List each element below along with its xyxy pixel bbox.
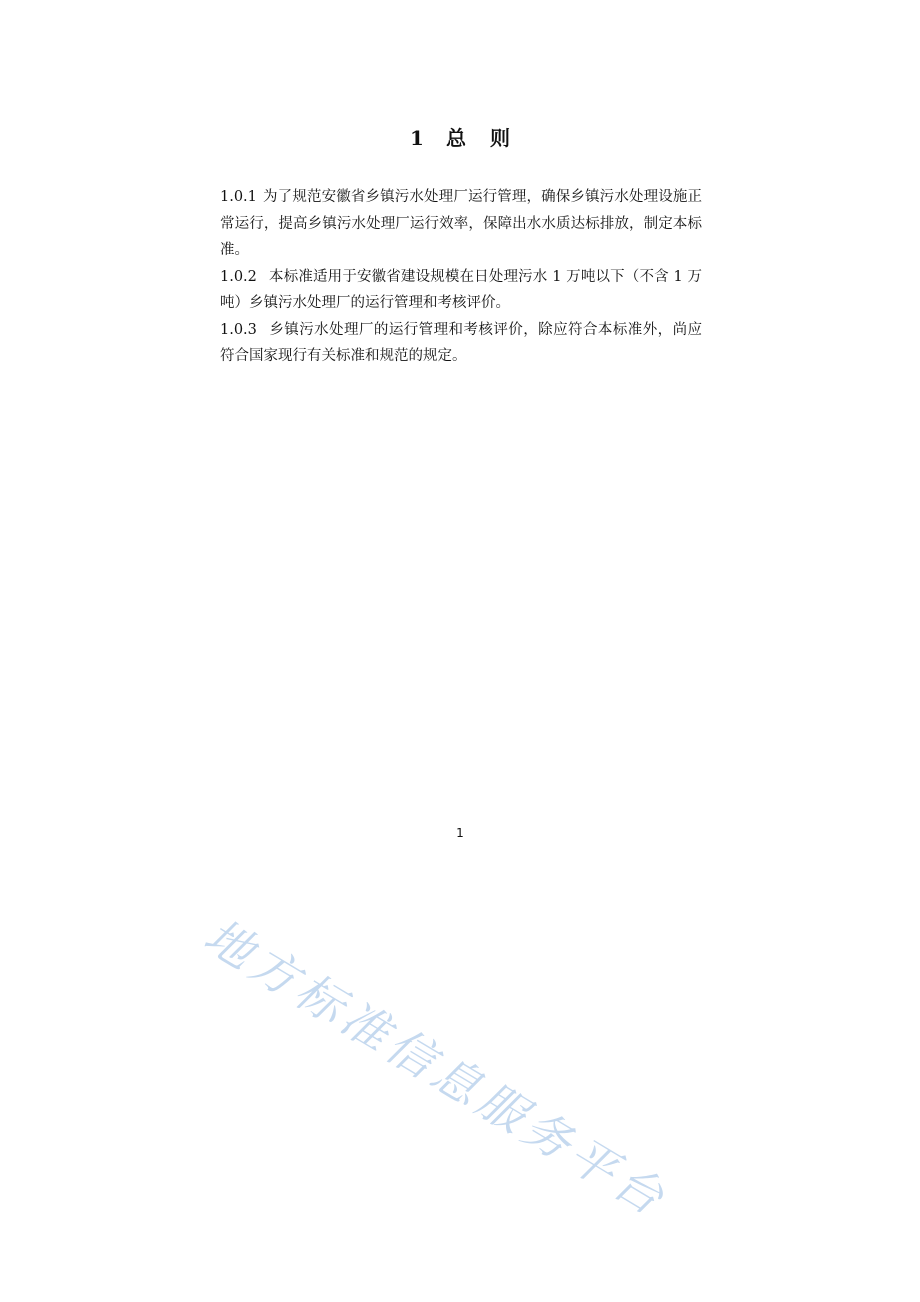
chapter-title-part1: 总 — [445, 126, 466, 150]
clause-text: 为了规范安徽省乡镇污水处理厂运行管理，确保乡镇污水处理设施正常运行，提高乡镇污水处理厂运行效率，保障出水水质达标排放，制定本标准。 — [220, 189, 702, 258]
chapter-number: 1 — [410, 126, 424, 150]
watermark-text: 地方标准信息服务平台 — [194, 908, 678, 1229]
clause-text: 乡镇污水处理厂的运行管理和考核评价，除应符合本标准外，尚应符合国家现行有关标准和规范的规定。 — [220, 321, 702, 364]
clause-text: 本标准适用于安徽省建设规模在日处理污水 1 万吨以下（不含 1 万吨）乡镇污水处理厂的运行管理和考核评价。 — [220, 268, 702, 311]
clause-number: 1.0.2 — [220, 268, 257, 285]
chapter-title-part2: 则 — [489, 126, 510, 150]
clause-1-0-1 — [220, 184, 702, 264]
clause-number: 1.0.1 — [220, 189, 257, 205]
clause-1-0-2 — [220, 264, 702, 317]
chapter-title — [0, 122, 920, 151]
chapter-body — [220, 184, 702, 370]
clause-number: 1.0.3 — [220, 321, 257, 338]
page-number: 1 — [456, 826, 464, 840]
clause-1-0-3 — [220, 317, 702, 370]
